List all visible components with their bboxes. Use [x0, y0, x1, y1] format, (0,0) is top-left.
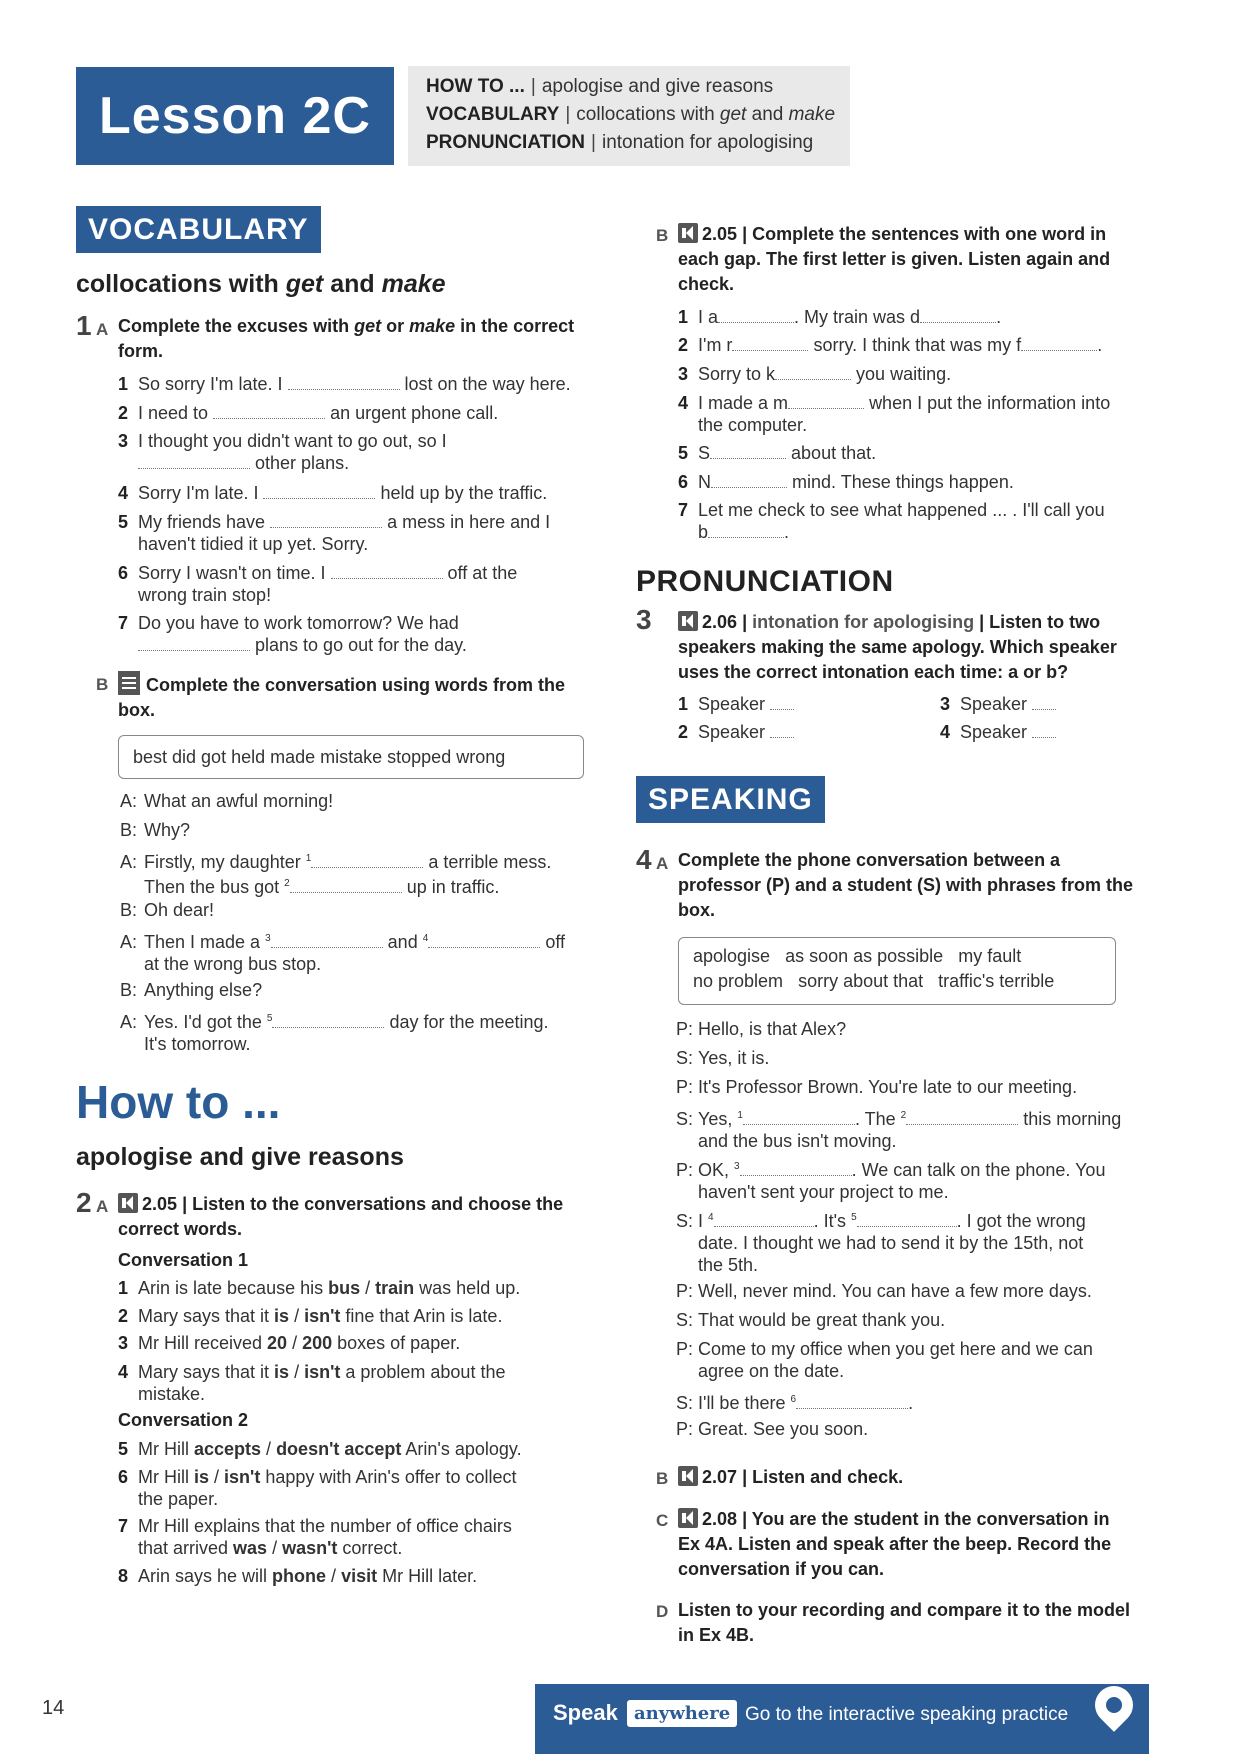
dialog-line: P: It's Professor Brown. You're late to our meeting. — [676, 1077, 1078, 1097]
dialog-line: P: Come to my office when you get here and we can agree on the date. — [676, 1339, 1093, 1381]
answer-gap[interactable] — [743, 1123, 855, 1125]
exercise-3-label: 3 — [636, 604, 652, 635]
speaker-item-2: 2 Speaker — [678, 721, 794, 743]
pronunciation-heading: PRONUNCIATION — [636, 565, 894, 598]
ex2a-item-3: 3 Mr Hill received 20 / 200 boxes of paper. — [118, 1333, 461, 1353]
page-number: 14 — [42, 1697, 65, 1719]
answer-gap[interactable] — [740, 1174, 852, 1176]
answer-gap[interactable] — [732, 349, 808, 351]
answer-gap[interactable] — [718, 321, 794, 323]
ex2a-item-1: 1 Arin is late because his bus / train was held up. — [118, 1278, 521, 1298]
conversation-1b — [120, 790, 600, 1059]
answer-gap[interactable] — [271, 946, 383, 948]
location-pin-dot — [1106, 1697, 1122, 1713]
answer-gap[interactable] — [714, 1225, 814, 1227]
speaker-item-4: 4 Speaker — [940, 721, 1056, 743]
exercise-4a-label: 4 A — [636, 844, 669, 875]
exercise-2b-instruction: 2.05 | Complete the sentences with one word in each gap. The first letter is given. Listen again and check. — [678, 224, 1111, 294]
conversation-2-heading: Conversation 2 — [118, 1410, 249, 1430]
ex1a-item-6: 6 Sorry I wasn't on time. I off at the wrong train stop! — [118, 563, 518, 605]
lesson-title: Lesson 2C — [76, 67, 394, 165]
dialog-line: A: Then I made a $^3$ and $^4$ off at the wrong bus stop. — [120, 932, 565, 974]
dialog-line: S: Yes, it is. — [676, 1048, 770, 1068]
banner-text: Go to the interactive speaking practice — [745, 1704, 1069, 1725]
conversation-1-heading: Conversation 1 — [118, 1250, 249, 1270]
exercise-1b-instruction: Complete the conversation using words from the box. — [118, 671, 598, 723]
answer-gap[interactable] — [920, 321, 996, 323]
ex2b-item-3: 3 Sorry to k you waiting. — [678, 364, 952, 384]
exercise-4d-label: D — [656, 1602, 669, 1621]
exercise-1a-label: 1 A — [76, 310, 109, 341]
answer-gap[interactable] — [711, 486, 787, 488]
audio-icon[interactable] — [678, 223, 698, 243]
answer-gap[interactable] — [311, 866, 423, 868]
answer-gap[interactable] — [213, 417, 325, 419]
howto-subtitle: apologise and give reasons — [76, 1143, 404, 1171]
ex1a-item-4: 4 Sorry I'm late. I held up by the traffic. — [118, 483, 548, 503]
ex2b-item-4: 4 I made a m when I put the information into the computer. — [678, 393, 1111, 435]
audio-icon[interactable] — [678, 1466, 698, 1486]
answer-gap[interactable] — [331, 577, 443, 579]
word-box-1b: best did got held made mistake stopped wrong — [118, 735, 584, 779]
phrase-box-4a — [678, 937, 1116, 1005]
exercise-3-instruction: 2.06 | intonation for apologising | Listen to two speakers making the same apology. Which speaker uses the correct intonation each time: a or b? — [678, 612, 1117, 682]
ex2a-item-2: 2 Mary says that it is / isn't fine that Arin is late. — [118, 1306, 503, 1326]
speaker-item-3: 3 Speaker — [940, 693, 1056, 715]
answer-gap[interactable] — [270, 526, 382, 528]
ex2a-item-8: 8 Arin says he will phone / visit Mr Hill later. — [118, 1566, 478, 1586]
dialog-line: S: Yes, $^1$ . The $^2$ this morning and the bus isn't moving. — [676, 1109, 1122, 1151]
dialog-line: P: OK, $^3$ . We can talk on the phone. You haven't sent your project to me. — [676, 1160, 1106, 1202]
ex2b-item-5: 5 S about that. — [678, 443, 877, 463]
anywhere-logo: anywhere — [627, 1700, 737, 1727]
exercise-4d-instruction: Listen to your recording and compare it to the model in Ex 4B. — [678, 1600, 1131, 1645]
answer-gap[interactable] — [708, 536, 784, 538]
answer-gap[interactable] — [1032, 708, 1056, 710]
answer-gap[interactable] — [796, 1407, 908, 1409]
dialog-line: S: I'll be there $^6$ . — [676, 1393, 914, 1413]
dialog-line: S: That would be great thank you. — [676, 1310, 946, 1330]
dialog-line: B: Why? — [120, 820, 191, 840]
answer-gap[interactable] — [288, 388, 400, 390]
answer-gap[interactable] — [770, 736, 794, 738]
answer-gap[interactable] — [770, 708, 794, 710]
dialog-line: B: Anything else? — [120, 980, 263, 1000]
dialog-line: A: What an awful morning! — [120, 791, 334, 811]
answer-gap[interactable] — [428, 946, 540, 948]
speak-logo: Speak — [553, 1700, 618, 1725]
answer-gap[interactable] — [788, 407, 864, 409]
audio-icon[interactable] — [678, 611, 698, 631]
exercise-2b-label: B — [656, 226, 669, 245]
exercise-2a-label: 2 A — [76, 1187, 109, 1218]
ex1a-item-3: 3 I thought you didn't want to go out, so I other plans. — [118, 431, 447, 473]
ex1a-item-1: 1 So sorry I'm late. I lost on the way here. — [118, 374, 571, 394]
speaking-tag: SPEAKING — [636, 776, 825, 823]
answer-gap[interactable] — [1021, 349, 1097, 351]
speak-anywhere-banner[interactable] — [535, 1684, 1149, 1754]
phrase-row: no problem sorry about that traffic's terrible — [693, 971, 1055, 991]
speaker-item-1: 1 Speaker — [678, 693, 794, 715]
ex1a-item-5: 5 My friends have a mess in here and I haven't tidied it up yet. Sorry. — [118, 512, 551, 554]
answer-gap[interactable] — [272, 1026, 384, 1028]
dialog-line: P: Great. See you soon. — [676, 1419, 869, 1439]
objective-vocabulary: VOCABULARY | collocations with get and make — [426, 104, 836, 125]
ex2b-item-2: 2 I'm r sorry. I think that was my f . — [678, 335, 1103, 355]
answer-gap[interactable] — [290, 891, 402, 893]
objective-pronunciation: PRONUNCIATION | intonation for apologising — [426, 132, 814, 153]
ex2a-item-7: 7 Mr Hill explains that the number of office chairs that arrived was / wasn't correct. — [118, 1516, 512, 1558]
document-icon — [118, 671, 140, 695]
answer-gap[interactable] — [138, 649, 250, 651]
ex2b-item-7: 7 Let me check to see what happened ... . I'll call you b . — [678, 500, 1105, 542]
exercise-2a-instruction: 2.05 | Listen to the conversations and choose the correct words. — [118, 1194, 564, 1239]
exercise-4a-instruction: Complete the phone conversation between a professor (P) and a student (S) with phrases from the box. — [678, 850, 1134, 920]
ex2a-item-6: 6 Mr Hill is / isn't happy with Arin's offer to collect the paper. — [118, 1467, 517, 1509]
dialog-line: B: Oh dear! — [120, 900, 215, 920]
exercise-4c-instruction: 2.08 | You are the student in the conversation in Ex 4A. Listen and speak after the beep. Record the conversation if you can. — [678, 1509, 1112, 1579]
answer-gap[interactable] — [1032, 736, 1056, 738]
answer-gap[interactable] — [710, 457, 786, 459]
ex1a-item-7: 7 Do you have to work tomorrow? We had plans to go out for the day. — [118, 613, 467, 655]
ex2b-item-1: 1 I a . My train was d . — [678, 307, 1002, 327]
exercise-4b-instruction: 2.07 | Listen and check. — [678, 1465, 1158, 1490]
answer-gap[interactable] — [857, 1225, 957, 1227]
dialog-line: P: Hello, is that Alex? — [676, 1019, 847, 1039]
lesson-objectives — [408, 66, 850, 166]
ex1a-item-2: 2 I need to an urgent phone call. — [118, 403, 499, 423]
answer-gap[interactable] — [775, 378, 851, 380]
vocabulary-tag: VOCABULARY — [76, 206, 321, 253]
vocabulary-heading: collocations with get and make — [76, 270, 446, 298]
phrase-row: apologise as soon as possible my fault — [693, 946, 1022, 966]
answer-gap[interactable] — [263, 497, 375, 499]
exercise-1b-label: B — [96, 675, 109, 694]
conversation-4a — [676, 1018, 1156, 1447]
answer-gap[interactable] — [138, 467, 250, 469]
dialog-line: S: I $^4$ . It's $^5$ . I got the wrong date. I thought we had to send it by the 15th, not the 5th. — [676, 1211, 1086, 1275]
exercise-1a-instruction: Complete the excuses with get or make in the correct form. — [118, 316, 575, 361]
ex2a-item-5: 5 Mr Hill accepts / doesn't accept Arin's apology. — [118, 1439, 522, 1459]
answer-gap[interactable] — [906, 1123, 1018, 1125]
dialog-line: A: Firstly, my daughter $^1$ a terrible mess. Then the bus got $^2$ up in traffic. — [120, 852, 552, 897]
howto-title: How to ... — [76, 1076, 281, 1128]
exercise-4c-label: C — [656, 1511, 669, 1530]
audio-icon[interactable] — [678, 1508, 698, 1528]
ex2a-item-4: 4 Mary says that it is / isn't a problem about the mistake. — [118, 1362, 506, 1404]
dialog-line: P: Well, never mind. You can have a few more days. — [676, 1281, 1092, 1301]
dialog-line: A: Yes. I'd got the $^5$ day for the meeting. It's tomorrow. — [120, 1012, 549, 1054]
exercise-4b-label: B — [656, 1469, 669, 1488]
objective-howto: HOW TO ... | apologise and give reasons — [426, 76, 774, 97]
audio-icon[interactable] — [118, 1193, 138, 1213]
ex2b-item-6: 6 N mind. These things happen. — [678, 472, 1014, 492]
